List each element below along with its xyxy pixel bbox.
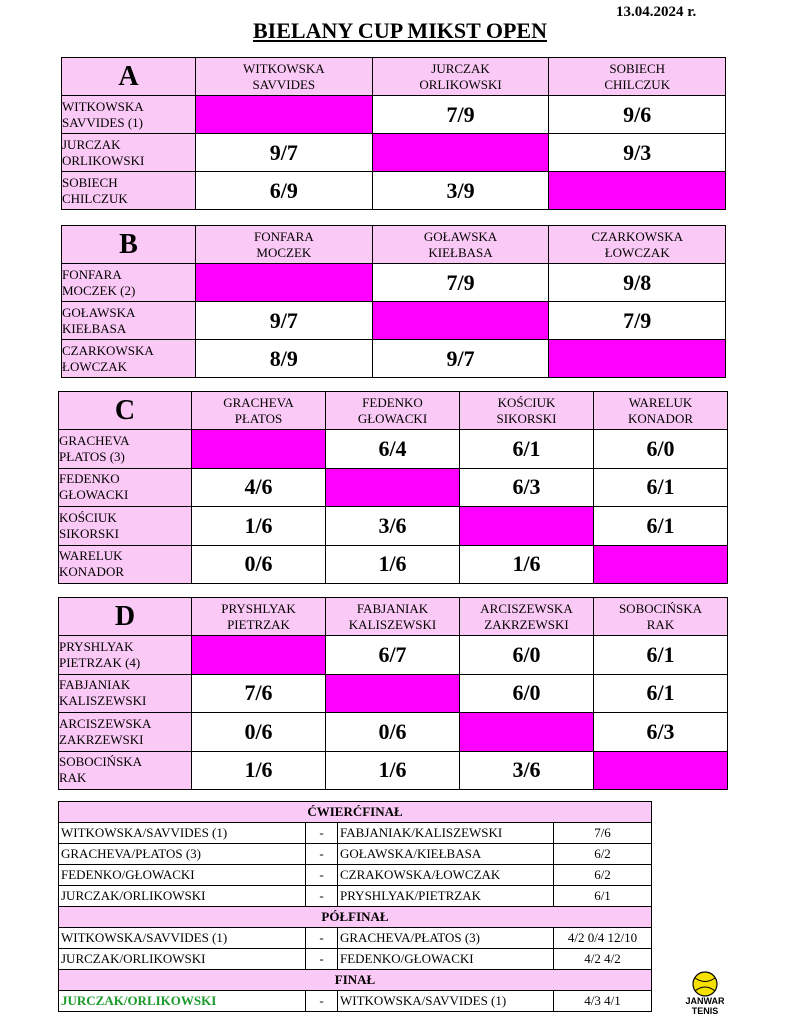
group-letter: A — [62, 58, 196, 96]
match-row — [59, 823, 652, 844]
pair-name-line: ARCISZEWSKA — [480, 600, 573, 616]
self-match-cell — [460, 507, 594, 546]
group-letter: B — [62, 226, 196, 264]
pair-2: GOŁAWSKA/KIEŁBASA — [338, 844, 554, 865]
knockout-table — [58, 801, 652, 1012]
score-cell: 9/7 — [372, 340, 549, 378]
group-header-row — [62, 58, 726, 96]
pair-column-header — [326, 598, 460, 636]
pair-name-line: KALISZEWSKI — [59, 693, 147, 709]
match-row — [59, 928, 652, 949]
score-cell: 6/1 — [594, 507, 728, 546]
pair-name-line: KONADOR — [628, 410, 693, 426]
pair-2: CZRAKOWSKA/ŁOWCZAK — [338, 865, 554, 886]
match-score: 4/2 0/4 12/10 — [554, 928, 652, 949]
pair-column-header — [549, 58, 726, 96]
pair-row-header — [59, 674, 192, 713]
round-header-row — [59, 907, 652, 928]
match-score: 4/2 4/2 — [554, 949, 652, 970]
pair-name-line: ZAKRZEWSKI — [484, 616, 569, 632]
pair-1: FEDENKO/GŁOWACKI — [59, 865, 306, 886]
score-cell: 7/6 — [192, 674, 326, 713]
pair-row-header — [62, 172, 196, 210]
tennis-ball-icon — [693, 972, 717, 996]
pair-name-line: FEDENKO — [362, 394, 423, 410]
group-row — [62, 302, 726, 340]
self-match-cell — [594, 545, 728, 584]
pair-1: JURCZAK/ORLIKOWSKI — [59, 991, 306, 1012]
score-cell: 6/0 — [594, 430, 728, 469]
group-row — [59, 430, 728, 469]
pair-name-line: ŁOWCZAK — [604, 244, 670, 260]
pair-column-header — [192, 598, 326, 636]
pair-1: WITKOWSKA/SAVVIDES (1) — [59, 928, 306, 949]
group-row — [59, 545, 728, 584]
group-row — [62, 134, 726, 172]
self-match-cell — [192, 430, 326, 469]
pair-2: FEDENKO/GŁOWACKI — [338, 949, 554, 970]
match-row — [59, 991, 652, 1012]
pair-2: FABJANIAK/KALISZEWSKI — [338, 823, 554, 844]
score-cell: 6/9 — [196, 172, 373, 210]
score-cell: 9/7 — [196, 302, 373, 340]
pair-name-line: GRACHEVA — [59, 432, 130, 448]
pair-name-line: GŁOWACKI — [59, 487, 129, 503]
pair-name-line: SOBIECH — [609, 60, 666, 76]
pair-name-line: SAVVIDES — [252, 76, 316, 92]
pair-row-header — [59, 507, 192, 546]
pair-name-line: SIKORSKI — [59, 525, 119, 541]
score-cell: 0/6 — [192, 545, 326, 584]
pair-row-header — [59, 636, 192, 675]
pair-name-line: PŁATOS (3) — [59, 448, 125, 464]
score-cell: 6/7 — [326, 636, 460, 675]
round-title: FINAŁ — [59, 970, 652, 991]
group-table-c — [58, 391, 728, 584]
pair-2: WITKOWSKA/SAVVIDES (1) — [338, 991, 554, 1012]
pair-name-line: SAVVIDES (1) — [62, 114, 144, 130]
pair-column-header — [460, 598, 594, 636]
round-header-row — [59, 802, 652, 823]
group-table-b — [61, 225, 726, 378]
group-header-row — [59, 598, 728, 636]
score-cell: 0/6 — [192, 713, 326, 752]
score-cell: 6/0 — [460, 636, 594, 675]
pair-name-line: MOCZEK (2) — [62, 282, 136, 298]
pair-name-line: KOŚCIUK — [497, 394, 556, 410]
round-header-row — [59, 970, 652, 991]
match-score: 6/1 — [554, 886, 652, 907]
round-title: PÓŁFINAŁ — [59, 907, 652, 928]
self-match-cell — [460, 713, 594, 752]
versus-dash: - — [306, 823, 338, 844]
pair-name-line: GOŁAWSKA — [62, 304, 136, 320]
group-row — [59, 713, 728, 752]
self-match-cell — [196, 96, 373, 134]
pair-name-line: ARCISZEWSKA — [59, 715, 152, 731]
group-row — [62, 340, 726, 378]
pair-name-line: WITKOWSKA — [62, 98, 144, 114]
self-match-cell — [192, 636, 326, 675]
pair-name-line: RAK — [59, 770, 87, 786]
pair-row-header — [59, 468, 192, 507]
pair-name-line: SOBOCIŃSKA — [618, 600, 703, 616]
self-match-cell — [594, 751, 728, 790]
pair-column-header — [196, 58, 373, 96]
score-cell: 3/6 — [460, 751, 594, 790]
score-cell: 1/6 — [192, 751, 326, 790]
self-match-cell — [372, 134, 549, 172]
pair-name-line: SIKORSKI — [496, 410, 557, 426]
match-score: 7/6 — [554, 823, 652, 844]
pair-name-line: PIETRZAK (4) — [59, 654, 141, 670]
score-cell: 6/3 — [460, 468, 594, 507]
match-row — [59, 886, 652, 907]
versus-dash: - — [306, 928, 338, 949]
match-score: 4/3 4/1 — [554, 991, 652, 1012]
group-row — [59, 468, 728, 507]
pair-name-line: RAK — [646, 616, 675, 632]
match-score: 6/2 — [554, 865, 652, 886]
logo-text-bottom: TENIS — [691, 1006, 719, 1016]
score-cell: 1/6 — [460, 545, 594, 584]
self-match-cell — [196, 264, 373, 302]
group-row — [59, 751, 728, 790]
pair-name-line: CHILCZUK — [62, 190, 128, 206]
self-match-cell — [326, 674, 460, 713]
score-cell: 6/1 — [460, 430, 594, 469]
group-row — [59, 507, 728, 546]
score-cell: 1/6 — [192, 507, 326, 546]
pair-name-line: KIEŁBASA — [428, 244, 493, 260]
score-cell: 9/7 — [196, 134, 373, 172]
pair-name-line: FEDENKO — [59, 471, 120, 487]
score-cell: 6/1 — [594, 468, 728, 507]
pair-column-header — [594, 598, 728, 636]
score-cell: 3/6 — [326, 507, 460, 546]
pair-column-header — [594, 392, 728, 430]
score-cell: 7/9 — [372, 96, 549, 134]
pair-column-header — [196, 226, 373, 264]
pair-name-line: WARELUK — [59, 548, 123, 564]
pair-name-line: PIETRZAK — [227, 616, 290, 632]
score-cell: 6/3 — [594, 713, 728, 752]
pair-name-line: PRYSHLYAK — [59, 638, 134, 654]
pair-row-header — [62, 302, 196, 340]
score-cell: 0/6 — [326, 713, 460, 752]
self-match-cell — [372, 302, 549, 340]
pair-name-line: SOBIECH — [62, 174, 118, 190]
group-letter: D — [59, 598, 192, 636]
pair-name-line: FABJANIAK — [59, 677, 131, 693]
pair-row-header — [59, 430, 192, 469]
pair-name-line: WARELUK — [628, 394, 693, 410]
group-row — [62, 264, 726, 302]
match-score: 6/2 — [554, 844, 652, 865]
pair-row-header — [59, 751, 192, 790]
pair-name-line: FONFARA — [253, 228, 314, 244]
score-cell: 3/9 — [372, 172, 549, 210]
match-row — [59, 865, 652, 886]
pair-name-line: ORLIKOWSKI — [419, 76, 502, 92]
match-row — [59, 949, 652, 970]
pair-row-header — [62, 340, 196, 378]
versus-dash: - — [306, 886, 338, 907]
pair-name-line: CHILCZUK — [604, 76, 671, 92]
group-header-row — [59, 392, 728, 430]
pair-name-line: KOŚCIUK — [59, 509, 117, 525]
group-row — [59, 636, 728, 675]
match-row — [59, 844, 652, 865]
pair-2: GRACHEVA/PŁATOS (3) — [338, 928, 554, 949]
pair-row-header — [62, 264, 196, 302]
score-cell: 6/4 — [326, 430, 460, 469]
pair-name-line: FABJANIAK — [356, 600, 429, 616]
versus-dash: - — [306, 991, 338, 1012]
pair-name-line: PŁATOS — [234, 410, 283, 426]
pair-name-line: SOBOCIŃSKA — [59, 754, 143, 770]
score-cell: 6/0 — [460, 674, 594, 713]
pair-name-line: GRACHEVA — [223, 394, 294, 410]
pair-1: GRACHEVA/PŁATOS (3) — [59, 844, 306, 865]
pair-1: JURCZAK/ORLIKOWSKI — [59, 886, 306, 907]
group-header-row — [62, 226, 726, 264]
page-title: BIELANY CUP MIKST OPEN — [253, 18, 547, 43]
score-cell: 4/6 — [192, 468, 326, 507]
score-cell: 1/6 — [326, 545, 460, 584]
group-row — [59, 674, 728, 713]
versus-dash: - — [306, 865, 338, 886]
pair-1: JURCZAK/ORLIKOWSKI — [59, 949, 306, 970]
pair-name-line: PRYSHLYAK — [221, 600, 296, 616]
score-cell: 1/6 — [326, 751, 460, 790]
score-cell: 9/6 — [549, 96, 726, 134]
pair-name-line: CZARKOWSKA — [62, 342, 154, 358]
pair-row-header — [62, 96, 196, 134]
pair-column-header — [460, 392, 594, 430]
pair-column-header — [372, 58, 549, 96]
pair-name-line: CZARKOWSKA — [591, 228, 684, 244]
round-title: ĆWIERĆFINAŁ — [59, 802, 652, 823]
self-match-cell — [549, 340, 726, 378]
score-cell: 6/1 — [594, 674, 728, 713]
pair-name-line: ZAKRZEWSKI — [59, 731, 144, 747]
pair-name-line: GŁOWACKI — [357, 410, 428, 426]
pair-1: WITKOWSKA/SAVVIDES (1) — [59, 823, 306, 844]
pair-column-header — [192, 392, 326, 430]
group-table-a — [61, 57, 726, 210]
pair-name-line: KALISZEWSKI — [348, 616, 437, 632]
pair-2: PRYSHLYAK/PIETRZAK — [338, 886, 554, 907]
pair-name-line: JURCZAK — [62, 136, 121, 152]
pair-name-line: JURCZAK — [431, 60, 490, 76]
versus-dash: - — [306, 949, 338, 970]
logo-text-top: JANWAR — [685, 996, 725, 1006]
score-cell: 7/9 — [549, 302, 726, 340]
pair-name-line: KIEŁBASA — [62, 320, 127, 336]
score-cell: 6/1 — [594, 636, 728, 675]
pair-row-header — [59, 545, 192, 584]
date: 13.04.2024 r. — [616, 4, 697, 20]
score-cell: 7/9 — [372, 264, 549, 302]
versus-dash: - — [306, 844, 338, 865]
group-row — [62, 96, 726, 134]
pair-row-header — [62, 134, 196, 172]
pair-name-line: WITKOWSKA — [243, 60, 325, 76]
score-cell: 8/9 — [196, 340, 373, 378]
pair-name-line: GOŁAWSKA — [423, 228, 498, 244]
pair-name-line: ORLIKOWSKI — [62, 152, 145, 168]
self-match-cell — [549, 172, 726, 210]
score-cell: 9/3 — [549, 134, 726, 172]
group-letter: C — [59, 392, 192, 430]
pair-row-header — [59, 713, 192, 752]
pair-name-line: KONADOR — [59, 564, 124, 580]
score-cell: 9/8 — [549, 264, 726, 302]
pair-name-line: MOCZEK — [256, 244, 312, 260]
pair-name-line: FONFARA — [62, 266, 122, 282]
self-match-cell — [326, 468, 460, 507]
pair-name-line: ŁOWCZAK — [62, 358, 127, 374]
group-table-d — [58, 597, 728, 790]
group-row — [62, 172, 726, 210]
pair-column-header — [372, 226, 549, 264]
janwar-tenis-logo — [682, 970, 728, 1018]
pair-column-header — [549, 226, 726, 264]
pair-column-header — [326, 392, 460, 430]
